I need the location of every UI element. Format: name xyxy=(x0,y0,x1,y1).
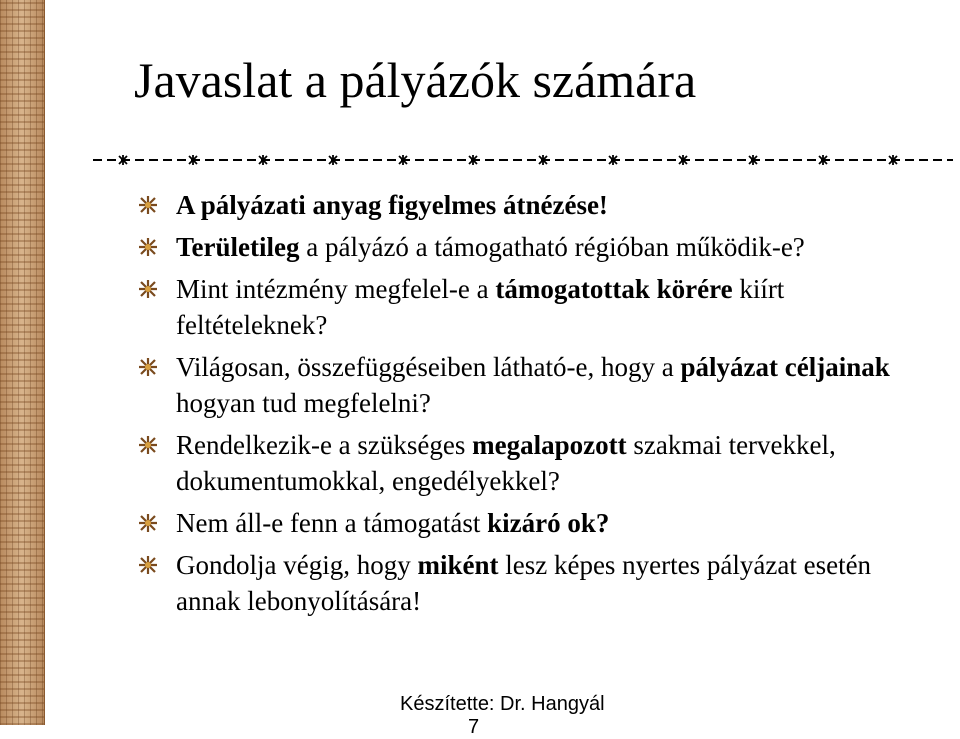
title-divider xyxy=(93,154,953,166)
sparkle-bullet-icon xyxy=(138,435,158,455)
bullet-text: lesz képes nyertes pályázat esetén annak lebonyolítására! xyxy=(176,550,872,616)
sparkle-bullet-icon xyxy=(138,279,158,299)
bullet-text: szakmai tervekkel, dokumentumokkal, engedélyekkel? xyxy=(176,430,836,496)
bullet-text: Nem áll-e fenn a támogatást xyxy=(176,508,488,538)
slide-title: Javaslat a pályázók számára xyxy=(134,52,697,108)
bullet-list xyxy=(138,187,938,625)
footer-author: Készítette: Dr. Hangyál xyxy=(400,693,605,715)
sparkle-bullet-icon xyxy=(138,513,158,533)
bullet-text-bold: kizáró ok? xyxy=(487,508,610,538)
bullet-text-bold: támogatottak körére xyxy=(495,274,733,304)
bullet-text: a pályázó a támogatható régióban működik-e? xyxy=(299,232,805,262)
bullet-text: Mint intézmény megfelel-e a xyxy=(176,274,496,304)
page-number: 7 xyxy=(468,716,480,738)
bullet-item xyxy=(138,547,938,619)
sparkle-bullet-icon xyxy=(138,237,158,257)
bullet-item xyxy=(138,229,938,265)
bullet-text-bold: megalapozott xyxy=(472,430,627,460)
bullet-text: Gondolja végig, hogy xyxy=(176,550,418,580)
bullet-text: kiírt feltételeknek? xyxy=(176,274,785,340)
bullet-text-bold: A pályázati anyag figyelmes átnézése! xyxy=(176,190,608,220)
bullet-item xyxy=(138,349,938,421)
decorative-left-border xyxy=(0,0,45,725)
bullet-item xyxy=(138,271,938,343)
bullet-item xyxy=(138,187,938,223)
bullet-text-bold: miként xyxy=(417,550,499,580)
bullet-text: Világosan, összefüggéseiben látható-e, hogy a xyxy=(176,352,681,382)
bullet-text-bold: pályázat céljainak xyxy=(680,352,890,382)
bullet-text: hogyan tud megfelelni? xyxy=(176,388,431,418)
sparkle-bullet-icon xyxy=(138,357,158,377)
bullet-text-bold: Területileg xyxy=(176,232,300,262)
sparkle-bullet-icon xyxy=(138,555,158,575)
bullet-item xyxy=(138,427,938,499)
sparkle-bullet-icon xyxy=(138,195,158,215)
bullet-item xyxy=(138,505,938,541)
bullet-text: Rendelkezik-e a szükséges xyxy=(176,430,473,460)
